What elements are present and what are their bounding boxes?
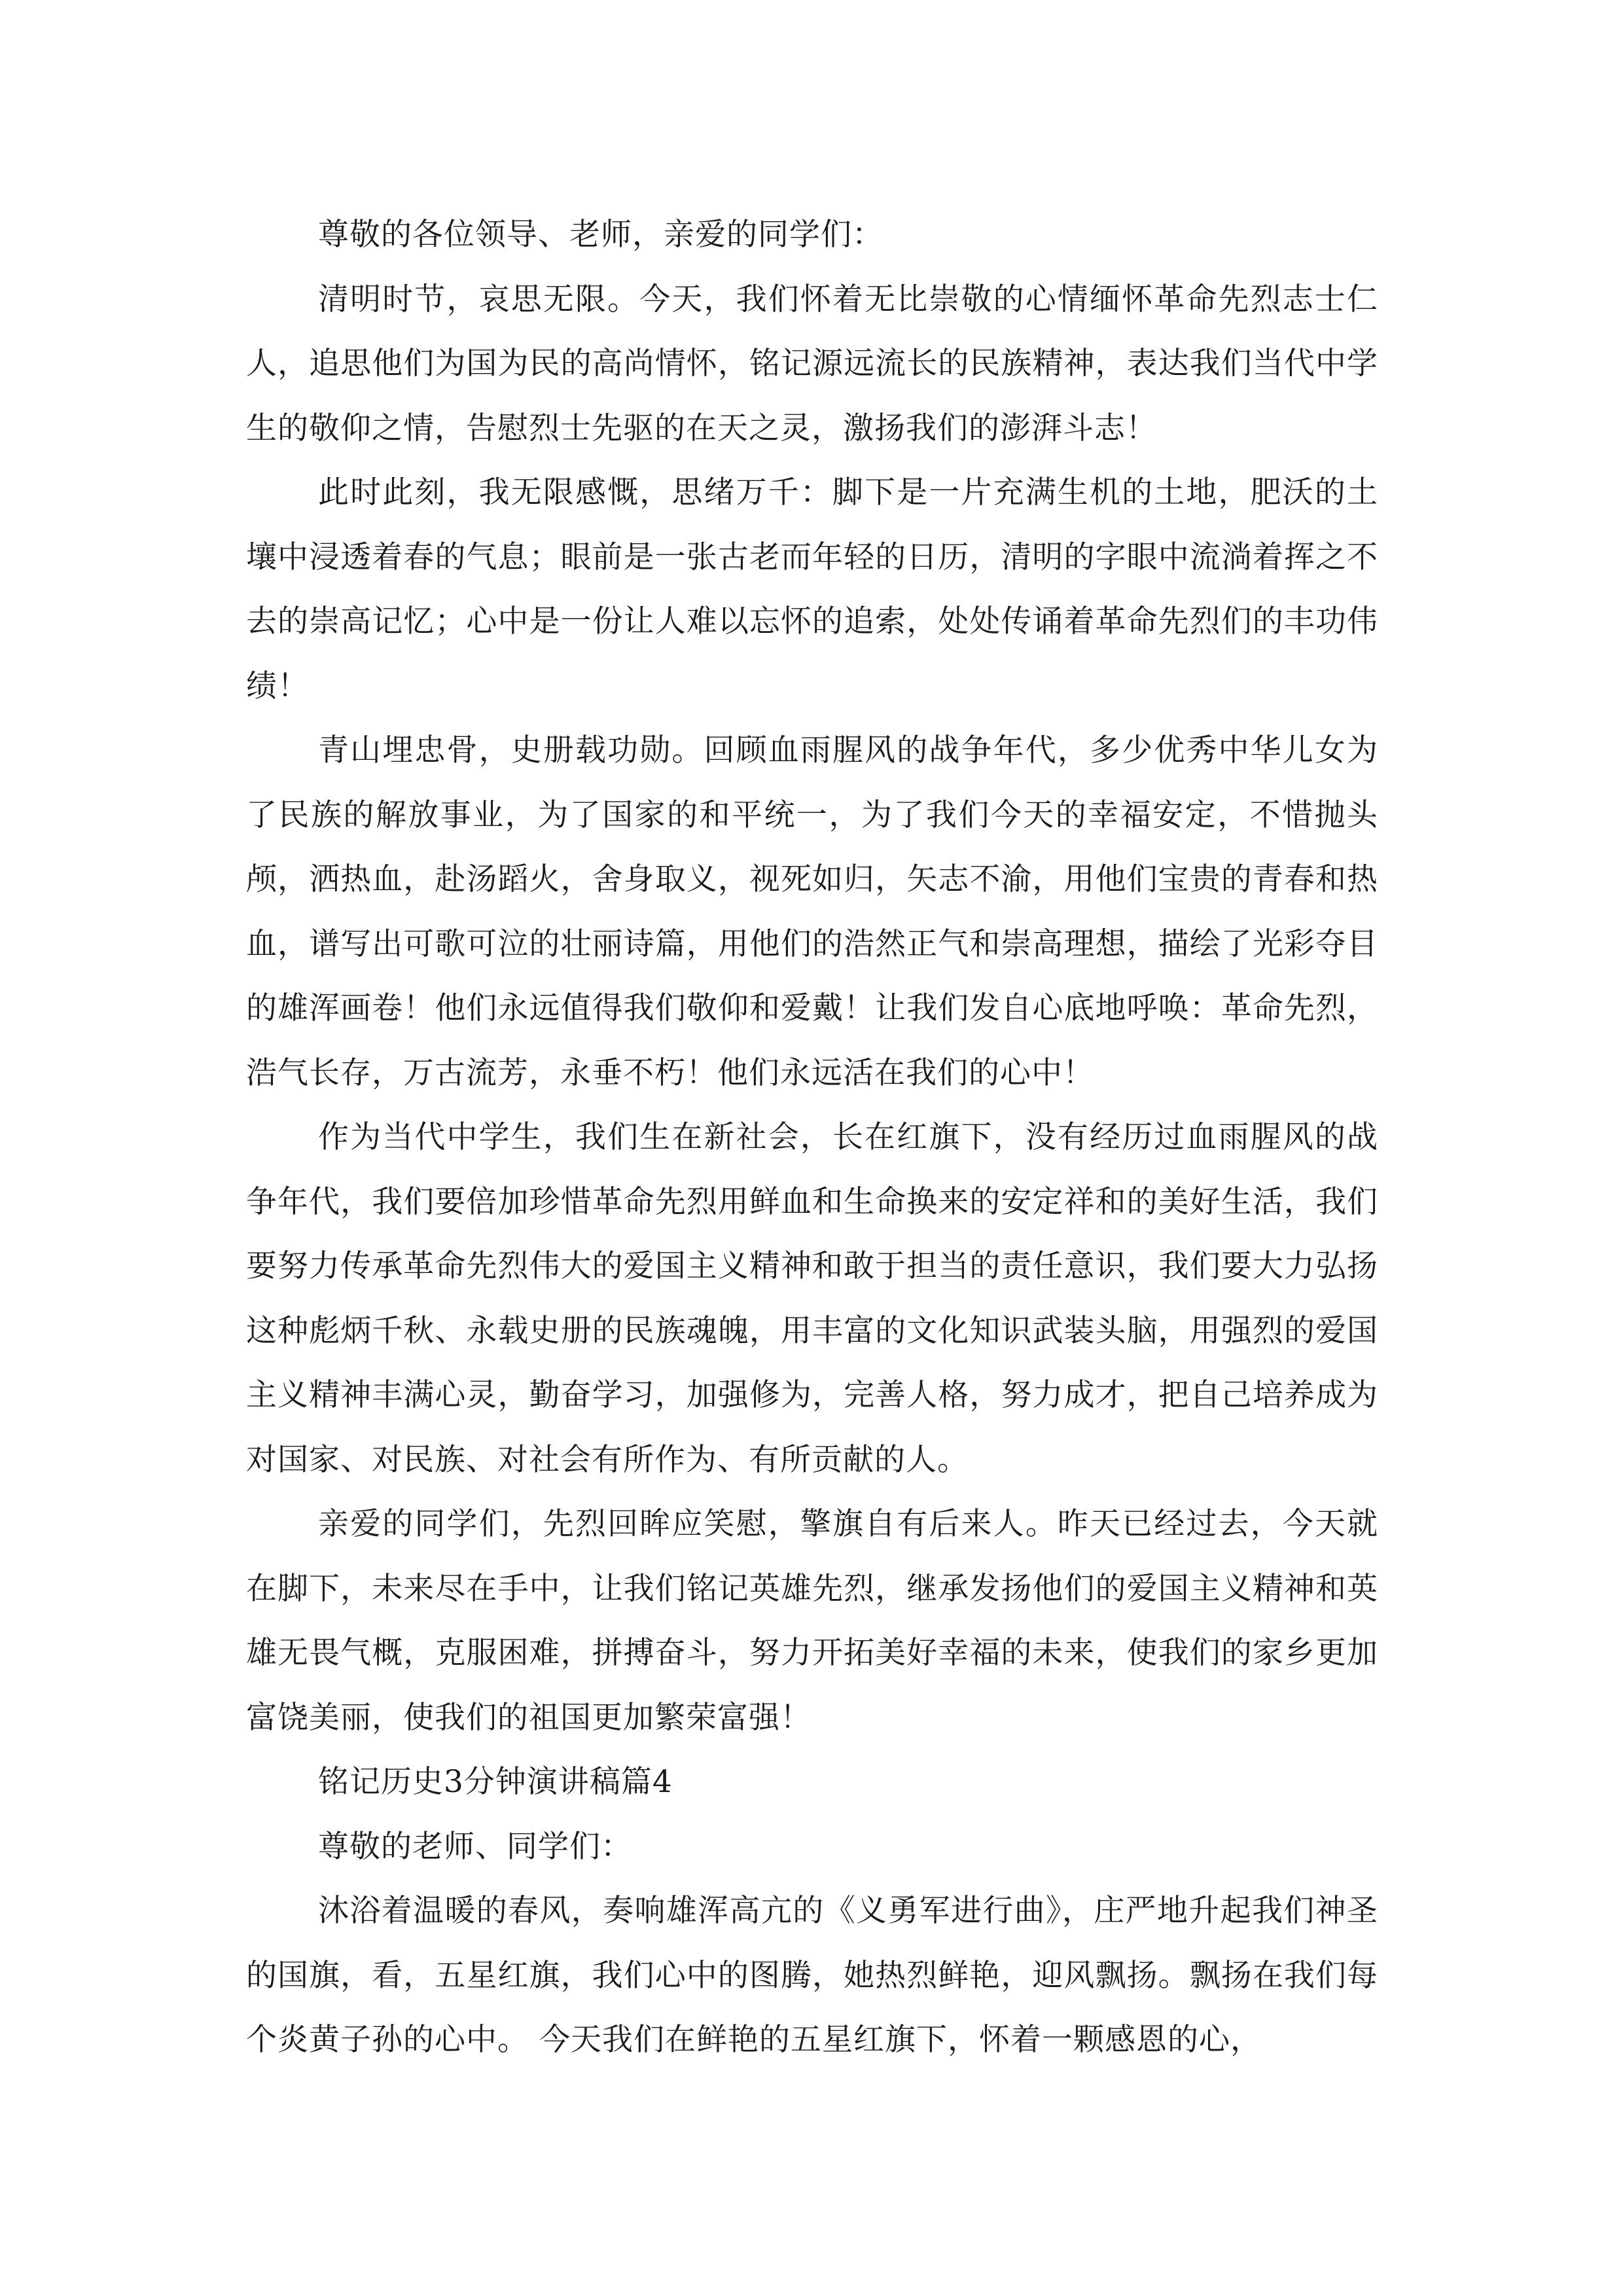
- body-paragraph-3: 青山埋忠骨，史册载功勋。回顾血雨腥风的战争年代，多少优秀中华儿女为了民族的解放事业，为了国家的和平统一，为了我们今天的幸福安定，不惜抛头颅，洒热血，赴汤蹈火，舍身取义，视死如归，矢志不渝，用他们宝贵的青春和热血，谱写出可歌可泣的壮丽诗篇，用他们的浩然正气和崇高理想，描绘了光彩夺目的雄浑画卷！他们永远值得我们敬仰和爱戴！让我们发自心底地呼唤：革命先烈，浩气长存，万古流芳，永垂不朽！他们永远活在我们的心中！: [246, 732, 1378, 1091]
- body-paragraph-4: 作为当代中学生，我们生在新社会，长在红旗下，没有经历过血雨腥风的战争年代，我们要倍加珍惜革命先烈用鲜血和生命换来的安定祥和的美好生活，我们要努力传承革命先烈伟大的爱国主义精神和敢于担当的责任意识，我们要大力弘扬这种彪炳千秋、永载史册的民族魂魄，用丰富的文化知识武装头脑，用强烈的爱国主义精神丰满心灵，勤奋学习，加强修为，完善人格，努力成才，把自己培养成为对国家、对民族、对社会有所作为、有所贡献的人。: [246, 1119, 1378, 1478]
- salutation-paragraph: 尊敬的各位领导、老师，亲爱的同学们：: [318, 217, 883, 253]
- second-salutation-paragraph: 尊敬的老师、同学们：: [318, 1828, 632, 1865]
- body-paragraph-5: 亲爱的同学们，先烈回眸应笑慰，擎旗自有后来人。昨天已经过去，今天就在脚下，未来尽在手中，让我们铭记英雄先烈，继承发扬他们的爱国主义精神和英雄无畏气概，克服困难，拼搏奋斗，努力开拓美好幸福的未来，使我们的家乡更加富饶美丽，使我们的祖国更加繁荣富强！: [246, 1506, 1378, 1736]
- document-body: [246, 203, 1378, 2073]
- section-heading: 铭记历史3分钟演讲稿篇4: [318, 1764, 673, 1800]
- body-paragraph-1: 清明时节，哀思无限。今天，我们怀着无比崇敬的心情缅怀革命先烈志士仁人，追思他们为国为民的高尚情怀，铭记源远流长的民族精神，表达我们当代中学生的敬仰之情，告慰烈士先驱的在天之灵，激扬我们的澎湃斗志！: [246, 281, 1378, 446]
- body-paragraph-6: 沐浴着温暖的春风，奏响雄浑高亢的《义勇军进行曲》，庄严地升起我们神圣的国旗，看，五星红旗，我们心中的图腾，她热烈鲜艳，迎风飘扬。飘扬在我们每个炎黄子孙的心中。 今天我们在鲜艳的五星红旗下，怀着一颗感恩的心，: [246, 1893, 1378, 2058]
- body-paragraph-2: 此时此刻，我无限感慨，思绪万千：脚下是一片充满生机的土地，肥沃的土壤中浸透着春的气息；眼前是一张古老而年轻的日历，清明的字眼中流淌着挥之不去的崇高记忆；心中是一份让人难以忘怀的追索，处处传诵着革命先烈们的丰功伟绩！: [246, 475, 1378, 704]
